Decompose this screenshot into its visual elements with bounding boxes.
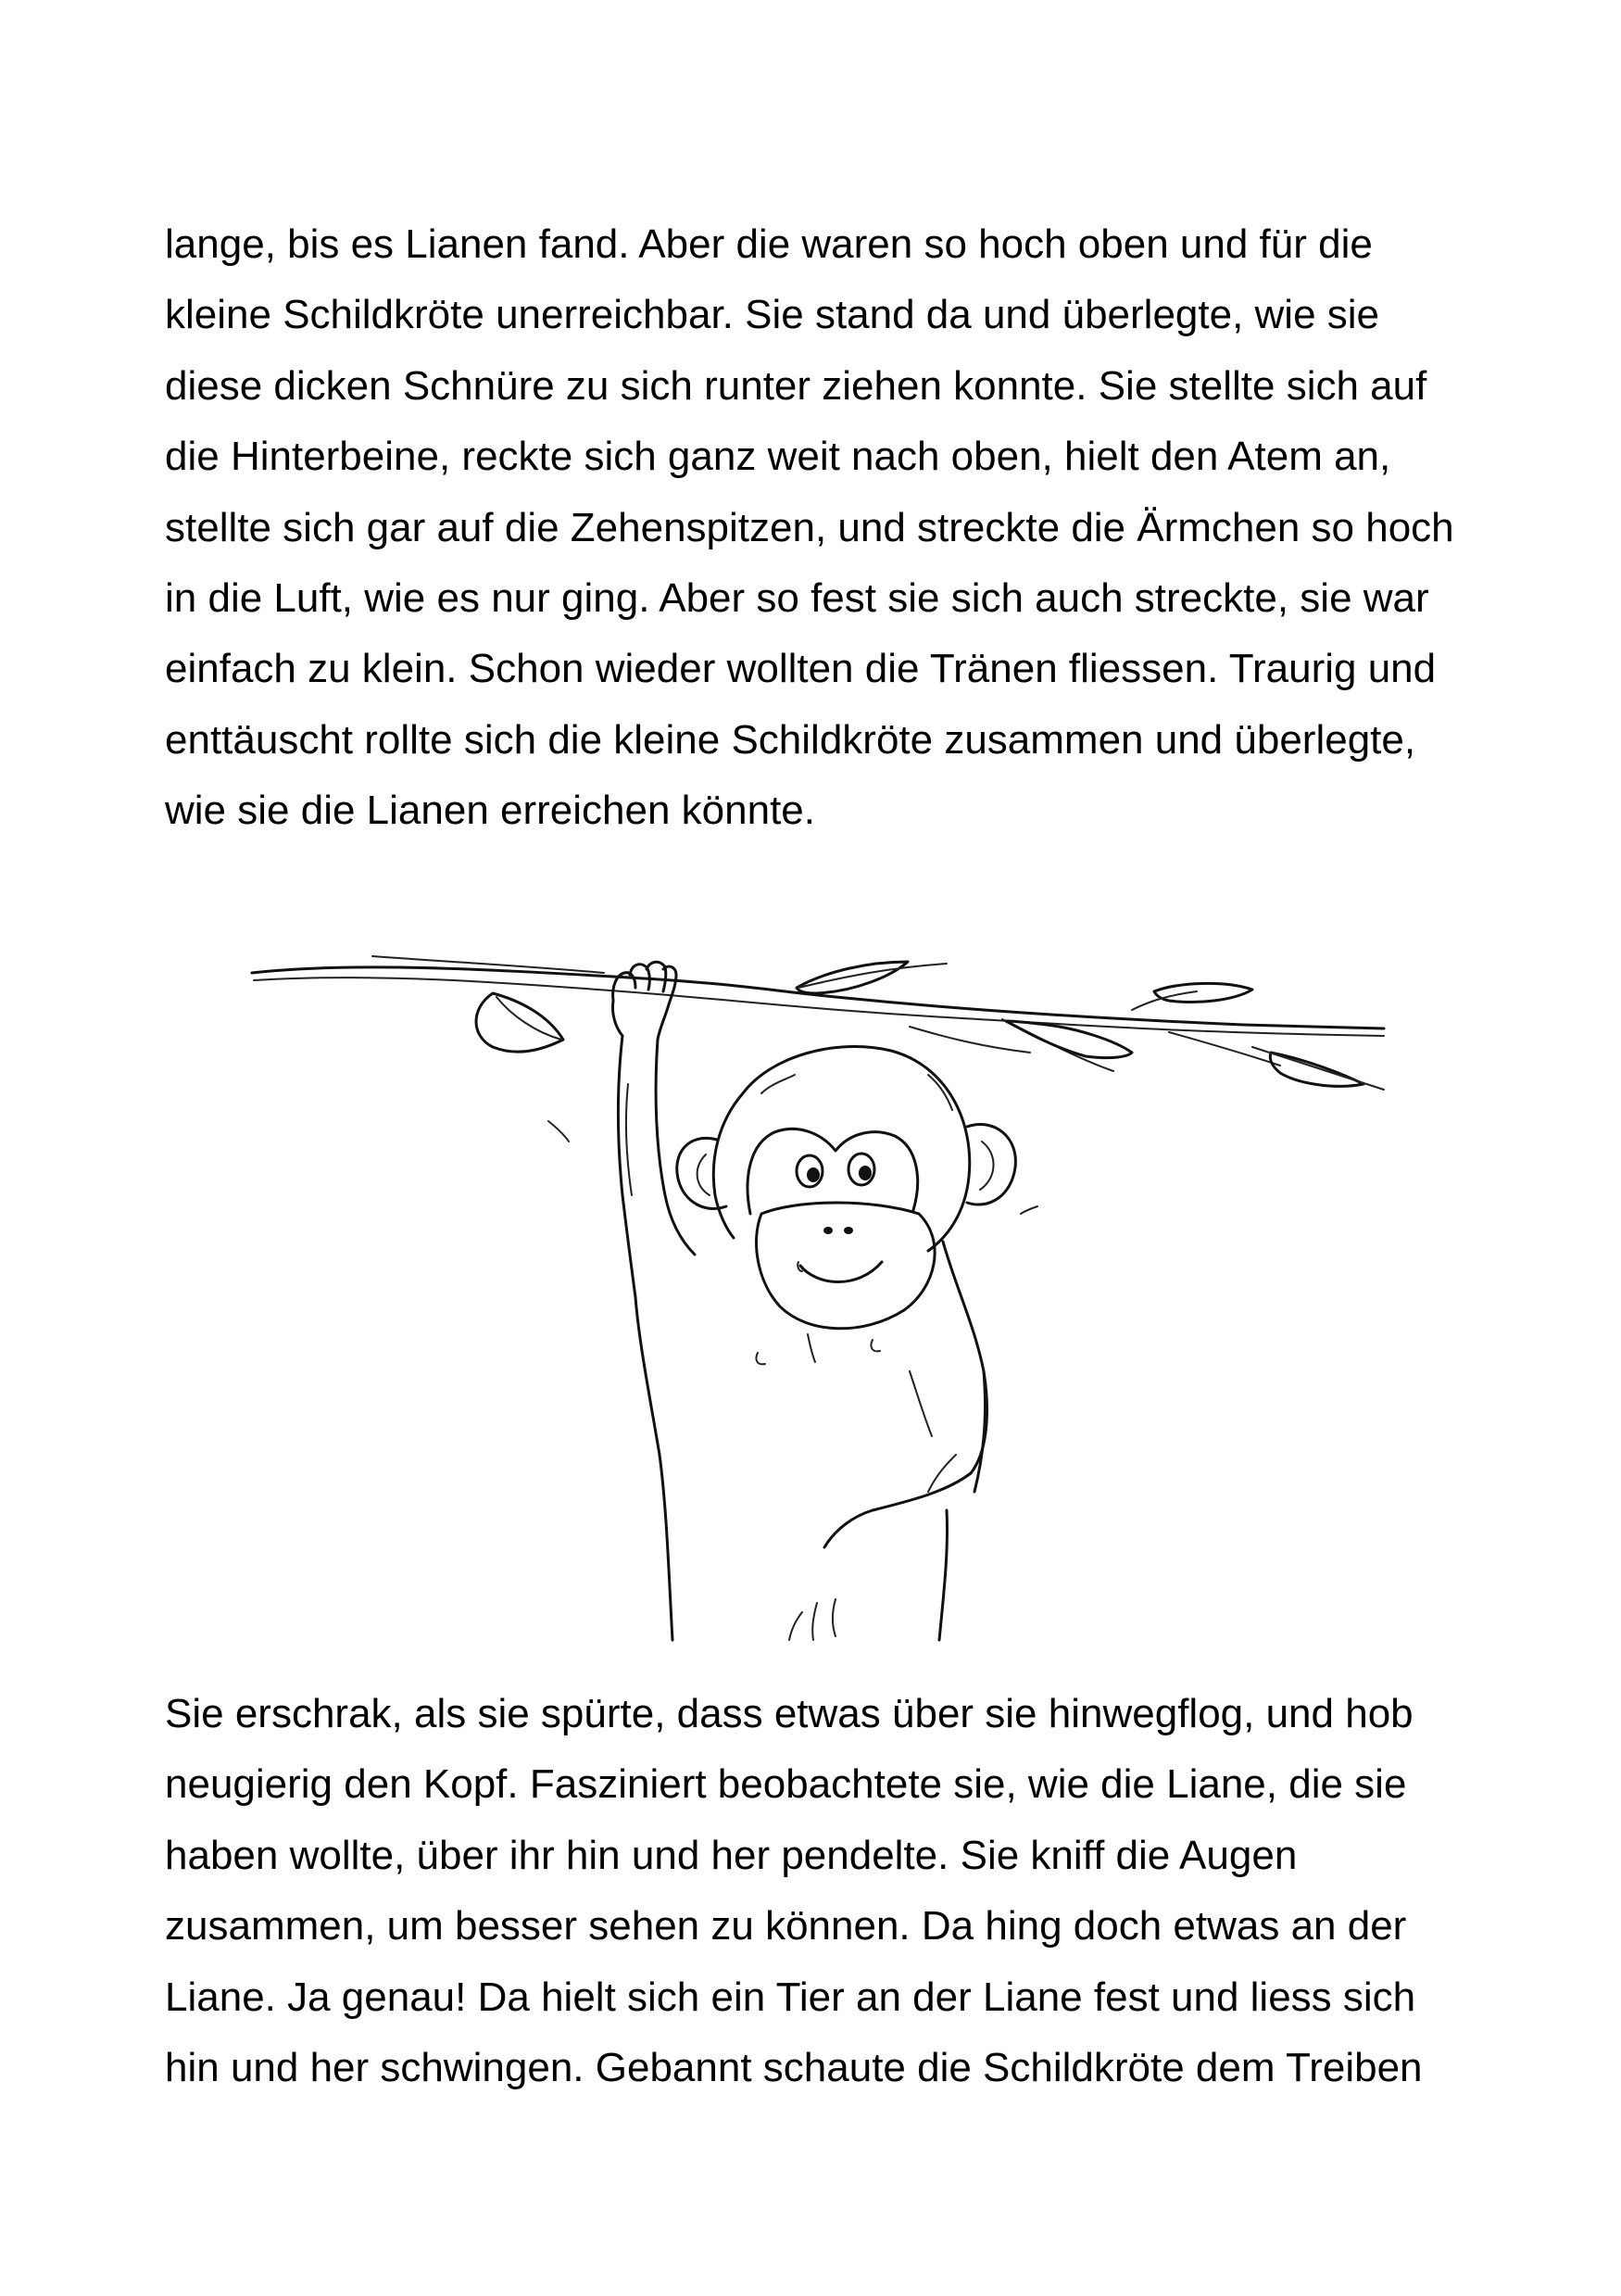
branch (252, 956, 1384, 1071)
paragraph-line: lange, bis es Lianen fand. Aber die waren so hoch oben und für die (165, 221, 1373, 267)
paragraph-line: einfach zu klein. Schon wieder wollten die Tränen fliessen. Traurig und (165, 646, 1437, 692)
monkey-hanging-from-branch-drawing (243, 936, 1401, 1668)
paragraph-line: Sie erschrak, als sie spürte, dass etwas über sie hinwegflog, und hob (165, 1691, 1414, 1736)
monkey-illustration (243, 936, 1401, 1668)
paragraph-1 (165, 209, 1480, 847)
paragraph-line: enttäuscht rollte sich die kleine Schildkröte zusammen und überlegte, (165, 716, 1416, 763)
paragraph-line: wie sie die Lianen erreichen könnte. (165, 788, 816, 834)
paragraph-2 (165, 1679, 1480, 2103)
paragraph-line: kleine Schildkröte unerreichbar. Sie stand da und überlegte, wie sie (165, 292, 1380, 338)
paragraph-line: haben wollte, über ihr hin und her pendelte. Sie kniff die Augen (165, 1832, 1298, 1878)
pencil-mark (1021, 1206, 1037, 1214)
paragraph-line: diese dicken Schnüre zu sich runter ziehen konnte. Sie stellte sich auf (165, 362, 1427, 409)
paragraph-line: zusammen, um besser sehen zu können. Da hing doch etwas an der (165, 1903, 1407, 1949)
paragraph-line: neugierig den Kopf. Fasziniert beobachtete sie, wie die Liane, die sie (165, 1761, 1407, 1808)
paragraph-line: stellte sich gar auf die Zehenspitzen, und streckte die Ärmchen so hoch (165, 504, 1454, 550)
monkey-hand (612, 962, 676, 1040)
paragraph-line: hin und her schwingen. Gebannt schaute die Schildkröte dem Treiben (165, 2045, 1423, 2091)
monkey-head (677, 1047, 1016, 1329)
monkey-arm (619, 1036, 696, 1297)
pencil-mark (548, 1121, 569, 1142)
monkey-body (635, 1242, 987, 1640)
paragraph-line: Liane. Ja genau! Da hielt sich ein Tier an der Liane fest und liess sich (165, 1974, 1416, 2020)
paragraph-line: die Hinterbeine, reckte sich ganz weit nach oben, hielt den Atem an, (165, 434, 1391, 480)
paragraph-line: in die Luft, wie es nur ging. Aber so fest sie sich auch streckte, sie war (165, 575, 1429, 622)
